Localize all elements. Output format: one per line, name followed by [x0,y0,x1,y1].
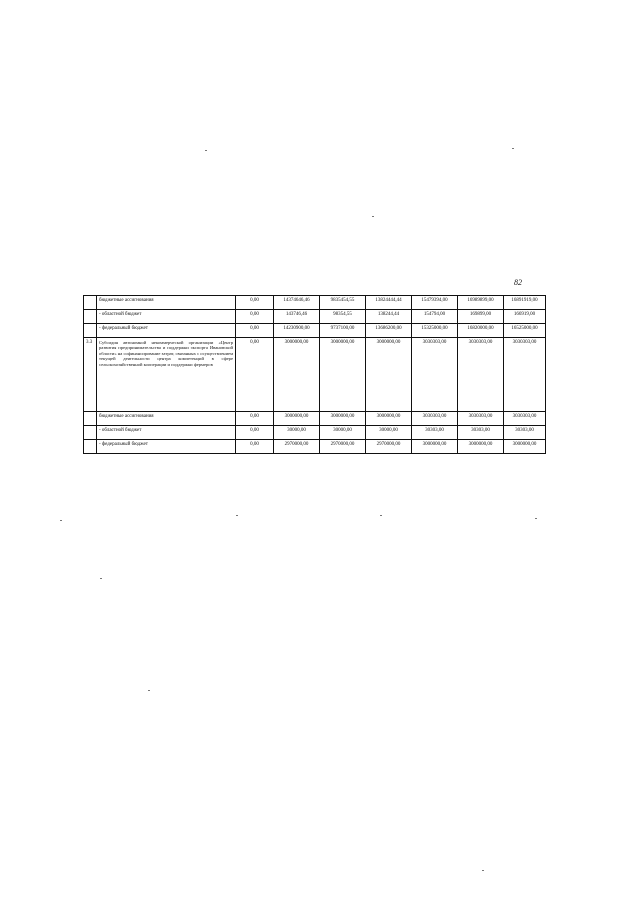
value-cell: 3030303,00 [458,338,504,412]
value-cell: 0,00 [236,324,274,338]
value-cell: 3000000,00 [274,412,320,426]
value-cell: 30000,00 [320,426,366,440]
value-cell: 3030303,00 [458,412,504,426]
row-name: - федеральный бюджет [97,324,236,338]
scan-speck [512,148,514,149]
table-row [84,324,546,338]
table-row [84,440,546,454]
value-cell: 138244,44 [366,310,412,324]
value-cell: 3030303,00 [412,338,458,412]
row-number [84,324,97,338]
value-cell: 166919,00 [504,310,546,324]
value-cell: 3000000,00 [274,338,320,412]
value-cell: 0,00 [236,412,274,426]
scan-speck [535,518,537,519]
value-cell: 3000000,00 [320,338,366,412]
table-row [84,296,546,310]
value-cell: 2970000,00 [274,440,320,454]
value-cell: 3000000,00 [458,440,504,454]
value-cell: 30303,00 [504,426,546,440]
budget-table [83,295,546,454]
table-row-subsidy [84,338,546,412]
value-cell: 16989899,00 [458,296,504,310]
value-cell: 154794,00 [412,310,458,324]
row-name: бюджетные ассигнования [97,412,236,426]
value-cell: 13824444,44 [366,296,412,310]
value-cell: 30303,00 [412,426,458,440]
value-cell: 0,00 [236,426,274,440]
value-cell: 14374646,46 [274,296,320,310]
value-cell: 15325000,00 [412,324,458,338]
scan-speck [380,515,382,516]
scan-speck [100,578,102,579]
table-row [84,310,546,324]
value-cell: 15479394,00 [412,296,458,310]
row-number [84,310,97,324]
value-cell: 3000000,00 [320,412,366,426]
value-cell: 9835454,55 [320,296,366,310]
value-cell: 3030303,00 [412,412,458,426]
row-number [84,440,97,454]
value-cell: 16891919,00 [504,296,546,310]
value-cell: 30303,00 [458,426,504,440]
row-name: - федеральный бюджет [97,440,236,454]
row-number: 3.3 [84,338,97,412]
row-name: - областной бюджет [97,426,236,440]
value-cell: 98354,55 [320,310,366,324]
row-number [84,426,97,440]
value-cell: 0,00 [236,310,274,324]
value-cell: 9737100,00 [320,324,366,338]
scan-speck [482,870,484,871]
value-cell: 16820000,00 [458,324,504,338]
subsidy-description: Субсидия автономной некоммерческой организации «Центр развития предпринимательства и поддержки экспорта Ивановской области» на софинансирование затрат, связанных с осуществлением текущей деятельности центра компетенций в сфере сельскохозяйственной кооперации и поддержки фермеров [97,338,236,412]
value-cell: 143746,46 [274,310,320,324]
row-name: - областной бюджет [97,310,236,324]
table-row [84,426,546,440]
value-cell: 0,00 [236,440,274,454]
row-number [84,296,97,310]
value-cell: 3000000,00 [366,412,412,426]
scan-speck [205,150,207,151]
value-cell: 3000000,00 [366,338,412,412]
value-cell: 3000000,00 [504,440,546,454]
value-cell: 3000000,00 [412,440,458,454]
value-cell: 16525000,00 [504,324,546,338]
value-cell: 0,00 [236,338,274,412]
row-name: бюджетные ассигнования [97,296,236,310]
value-cell: 30000,00 [274,426,320,440]
value-cell: 3030303,00 [504,412,546,426]
value-cell: 0,00 [236,296,274,310]
value-cell: 2970000,00 [366,440,412,454]
value-cell: 3030303,00 [504,338,546,412]
scan-speck [372,216,374,217]
scan-speck [236,515,238,516]
value-cell: 30000,00 [366,426,412,440]
scan-speck [60,520,62,521]
page-number: 82 [514,278,522,287]
value-cell: 2970000,00 [320,440,366,454]
row-number [84,412,97,426]
value-cell: 169899,00 [458,310,504,324]
table-row [84,412,546,426]
value-cell: 14230900,00 [274,324,320,338]
scan-speck [148,690,150,691]
value-cell: 13686200,00 [366,324,412,338]
